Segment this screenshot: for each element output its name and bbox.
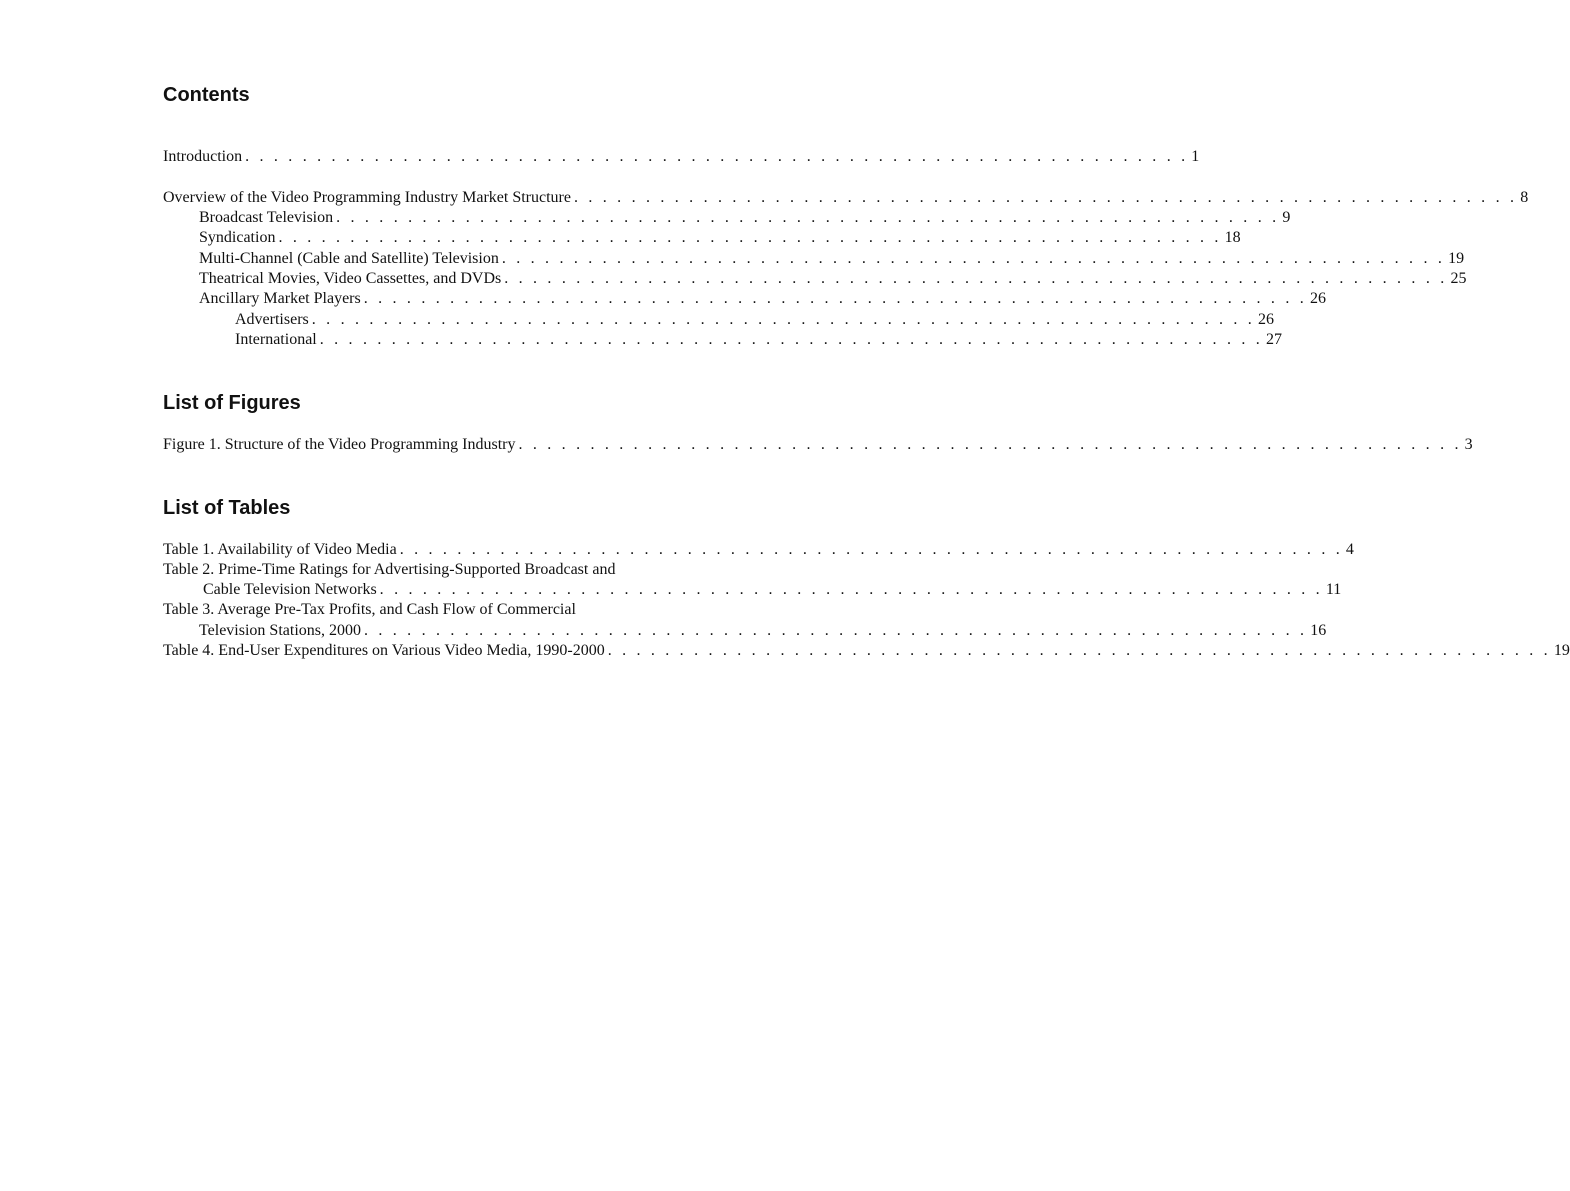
toc-entry-theatrical-movies[interactable] [163,269,1467,289]
toc-entry-overview[interactable] [163,188,1529,208]
dot-leader: . . . . . . . . . . . . . . . . . . . . . . . . . . . . . . . . . . . . . . . . . . . . . . . . . . . . . . . . . . . . . . . . . . [319,331,1263,348]
toc-entry-label: Broadcast Television [199,209,334,226]
dot-leader: . . . . . . . . . . . . . . . . . . . . . . . . . . . . . . . . . . . . . . . . . . . . . . . . . . . . . . . . . . . . . . . . . . [573,189,1518,206]
dot-leader: . . . . . . . . . . . . . . . . . . . . . . . . . . . . . . . . . . . . . . . . . . . . . . . . . . . . . . . . . . . . . . . . . . [245,148,1189,165]
toc-entry-broadcast-television[interactable] [163,208,1291,228]
toc-entry-page: 26 [1257,311,1274,328]
toc-entry-page: 19 [1448,250,1465,267]
toc-entry-page: 25 [1450,270,1467,287]
dot-leader: . . . . . . . . . . . . . . . . . . . . . . . . . . . . . . . . . . . . . . . . . . . . . . . . . . . . . . . . . . . . . . . . . . [607,642,1551,659]
table-entry-page: 11 [1325,581,1342,598]
list-of-figures-heading: List of Figures [163,392,301,414]
dot-leader: . . . . . . . . . . . . . . . . . . . . . . . . . . . . . . . . . . . . . . . . . . . . . . . . . . . . . . . . . . . . . . . . . . [363,290,1307,307]
dot-leader: . . . . . . . . . . . . . . . . . . . . . . . . . . . . . . . . . . . . . . . . . . . . . . . . . . . . . . . . . . . . . . . . . . [278,229,1222,246]
toc-entry-syndication[interactable] [163,228,1241,248]
dot-leader: . . . . . . . . . . . . . . . . . . . . . . . . . . . . . . . . . . . . . . . . . . . . . . . . . . . . . . . . . . . . . . . . . . [336,209,1280,226]
table-entry-page: 4 [1345,541,1354,558]
figure-entry-page: 3 [1464,436,1473,453]
toc-entry-page: 8 [1520,189,1529,206]
toc-entry-label: Multi-Channel (Cable and Satellite) Television [199,250,499,267]
toc-entry-label: Syndication [199,229,276,246]
toc-entry-label: Ancillary Market Players [199,290,361,307]
toc-entry-multi-channel[interactable] [163,249,1465,269]
table-entry-label: Television Stations, 2000 [199,622,361,639]
dot-leader: . . . . . . . . . . . . . . . . . . . . . . . . . . . . . . . . . . . . . . . . . . . . . . . . . . . . . . . . . . . . . . . . . . [504,270,1448,287]
table-entry-1[interactable] [163,540,1354,560]
toc-entry-introduction[interactable] [163,147,1200,167]
table-entry-4[interactable] [163,641,1570,661]
toc-entry-page: 9 [1282,209,1291,226]
table-entry-page: 16 [1310,622,1327,639]
toc-entry-label: Overview of the Video Programming Industry Market Structure [163,189,571,206]
toc-entry-label: Introduction [163,148,243,165]
dot-leader: . . . . . . . . . . . . . . . . . . . . . . . . . . . . . . . . . . . . . . . . . . . . . . . . . . . . . . . . . . . . . . . . . . [501,250,1446,267]
toc-entry-international[interactable] [163,330,1282,350]
table-entry-3-line-1[interactable]: Table 3. Average Pre-Tax Profits, and Cash Flow of Commercial [163,601,576,618]
toc-entry-label: Advertisers [235,311,309,328]
dot-leader: . . . . . . . . . . . . . . . . . . . . . . . . . . . . . . . . . . . . . . . . . . . . . . . . . . . . . . . . . . . . . . . . . . [399,541,1343,558]
toc-entry-label: International [235,331,317,348]
dot-leader: . . . . . . . . . . . . . . . . . . . . . . . . . . . . . . . . . . . . . . . . . . . . . . . . . . . . . . . . . . . . . . . . . . [363,622,1308,639]
table-entry-3[interactable] [163,621,1327,641]
dot-leader: . . . . . . . . . . . . . . . . . . . . . . . . . . . . . . . . . . . . . . . . . . . . . . . . . . . . . . . . . . . . . . . . . . [311,311,1255,328]
table-entry-page: 19 [1553,642,1570,659]
table-entry-label: Cable Television Networks [203,581,377,598]
toc-entry-ancillary-market-players[interactable] [163,289,1326,309]
contents-heading: Contents [163,84,250,106]
figure-entry-1[interactable] [163,435,1473,455]
dot-leader: . . . . . . . . . . . . . . . . . . . . . . . . . . . . . . . . . . . . . . . . . . . . . . . . . . . . . . . . . . . . . . . . . . [379,581,1323,598]
figure-entry-label: Figure 1. Structure of the Video Programming Industry [163,436,516,453]
toc-entry-advertisers[interactable] [163,310,1274,330]
list-of-tables-heading: List of Tables [163,497,291,519]
table-entry-2-line-1[interactable]: Table 2. Prime-Time Ratings for Advertising-Supported Broadcast and [163,561,616,578]
table-entry-label: Table 4. End-User Expenditures on Various Video Media, 1990-2000 [163,642,605,659]
toc-entry-page: 26 [1309,290,1326,307]
toc-entry-label: Theatrical Movies, Video Cassettes, and DVDs [199,270,502,287]
toc-entry-page: 18 [1224,229,1241,246]
toc-entry-page: 1 [1191,148,1200,165]
table-entry-2[interactable] [163,580,1342,600]
table-entry-label: Table 1. Availability of Video Media [163,541,397,558]
dot-leader: . . . . . . . . . . . . . . . . . . . . . . . . . . . . . . . . . . . . . . . . . . . . . . . . . . . . . . . . . . . . . . . . . . [518,436,1462,453]
toc-entry-page: 27 [1265,331,1282,348]
